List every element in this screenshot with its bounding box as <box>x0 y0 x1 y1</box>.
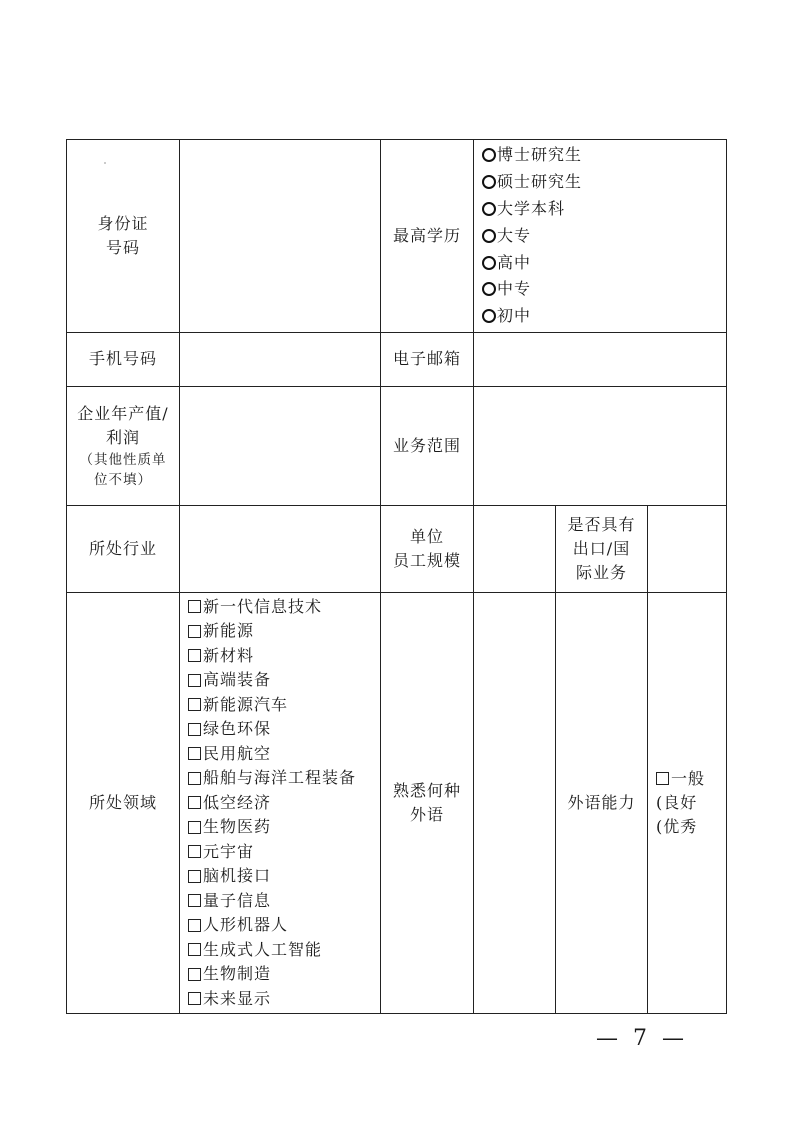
industry-label: 所处行业 <box>67 505 180 592</box>
business-scope-field[interactable] <box>474 386 727 505</box>
domain-option[interactable]: 民用航空 <box>188 742 380 767</box>
checkbox-icon[interactable] <box>188 796 201 809</box>
staff-scale-label-line1: 单位 <box>409 526 444 546</box>
languages-label <box>381 592 474 1014</box>
row-revenue-scope <box>67 386 727 505</box>
radio-icon[interactable] <box>482 229 496 243</box>
checkbox-icon[interactable] <box>188 723 201 736</box>
domain-option[interactable]: 生物医药 <box>188 815 380 840</box>
revenue-label <box>67 386 180 505</box>
staff-scale-label-line2: 员工规模 <box>392 550 461 570</box>
domain-option[interactable]: 生物制造 <box>188 962 380 987</box>
industry-field[interactable] <box>180 505 381 592</box>
checkbox-icon[interactable] <box>188 992 201 1005</box>
domain-option[interactable]: 新能源汽车 <box>188 693 380 718</box>
checkbox-icon[interactable] <box>188 772 201 785</box>
radio-icon[interactable] <box>482 148 496 162</box>
checkbox-icon[interactable] <box>656 772 669 785</box>
radio-icon[interactable] <box>482 175 496 189</box>
registration-form-table <box>66 139 727 1014</box>
language-ability-option[interactable]: (良好 <box>656 792 698 812</box>
phone-label: 手机号码 <box>67 332 180 386</box>
radio-icon[interactable] <box>482 309 496 323</box>
domain-option[interactable]: 新材料 <box>188 644 380 669</box>
education-options <box>474 140 727 333</box>
checkbox-icon[interactable] <box>188 968 201 981</box>
language-ability-option[interactable]: (优秀 <box>656 816 698 836</box>
domain-option[interactable]: 未来显示 <box>188 987 380 1012</box>
revenue-field[interactable] <box>180 386 381 505</box>
row-phone-email <box>67 332 727 386</box>
language-ability-options <box>648 592 727 1014</box>
education-option[interactable]: 高中 <box>482 249 726 276</box>
id-number-label-line1: 身份证 <box>97 213 149 233</box>
domain-options <box>180 592 381 1014</box>
domain-option[interactable]: 人形机器人 <box>188 913 380 938</box>
languages-label-line1: 熟悉何种 <box>392 780 461 800</box>
id-number-label-line2: 号码 <box>105 237 140 257</box>
revenue-label-line2: 利润 <box>105 427 140 447</box>
staff-scale-label <box>381 505 474 592</box>
checkbox-icon[interactable] <box>188 919 201 932</box>
revenue-note-line2: 位不填） <box>94 471 152 488</box>
row-domain-languages <box>67 592 727 1014</box>
revenue-label-line1: 企业年产值/ <box>77 403 169 423</box>
domain-option[interactable]: 高端装备 <box>188 668 380 693</box>
domain-option[interactable]: 绿色环保 <box>188 717 380 742</box>
export-label <box>556 505 648 592</box>
education-option[interactable]: 博士研究生 <box>482 142 726 169</box>
radio-icon[interactable] <box>482 202 496 216</box>
phone-field[interactable] <box>180 332 381 386</box>
checkbox-icon[interactable] <box>188 698 201 711</box>
domain-option[interactable]: 新能源 <box>188 619 380 644</box>
checkbox-icon[interactable] <box>188 821 201 834</box>
checkbox-icon[interactable] <box>188 870 201 883</box>
checkbox-icon[interactable] <box>188 747 201 760</box>
languages-field[interactable] <box>474 592 556 1014</box>
checkbox-icon[interactable] <box>188 625 201 638</box>
domain-label: 所处领域 <box>67 592 180 1014</box>
languages-label-line2: 外语 <box>409 804 444 824</box>
domain-option[interactable]: 量子信息 <box>188 889 380 914</box>
checkbox-icon[interactable] <box>188 943 201 956</box>
language-ability-label: 外语能力 <box>556 592 648 1014</box>
checkbox-icon[interactable] <box>188 674 201 687</box>
checkbox-icon[interactable] <box>188 600 201 613</box>
business-scope-label: 业务范围 <box>381 386 474 505</box>
education-option[interactable]: 大学本科 <box>482 196 726 223</box>
email-field[interactable] <box>474 332 727 386</box>
language-ability-option[interactable]: 一般 <box>656 767 726 791</box>
export-field[interactable] <box>648 505 727 592</box>
radio-icon[interactable] <box>482 282 496 296</box>
domain-option[interactable]: 新一代信息技术 <box>188 595 380 620</box>
radio-icon[interactable] <box>482 256 496 270</box>
checkbox-icon[interactable] <box>188 649 201 662</box>
education-label: 最高学历 <box>381 140 474 333</box>
education-option[interactable]: 硕士研究生 <box>482 169 726 196</box>
page-number: — 7 — <box>596 1026 688 1051</box>
revenue-note-line1: （其他性质单 <box>79 451 167 468</box>
id-number-label <box>67 140 180 333</box>
export-label-line1: 是否具有 <box>567 514 636 534</box>
domain-option[interactable]: 低空经济 <box>188 791 380 816</box>
education-option[interactable]: 中专 <box>482 276 726 303</box>
domain-option[interactable]: 脑机接口 <box>188 864 380 889</box>
row-id-education <box>67 140 727 333</box>
staff-scale-field[interactable] <box>474 505 556 592</box>
export-label-line3: 际业务 <box>575 562 627 582</box>
email-label: 电子邮箱 <box>381 332 474 386</box>
domain-option[interactable]: 船舶与海洋工程装备 <box>188 766 380 791</box>
domain-option[interactable]: 生成式人工智能 <box>188 938 380 963</box>
domain-option[interactable]: 元宇宙 <box>188 840 380 865</box>
education-option[interactable]: 大专 <box>482 222 726 249</box>
row-industry-staff-export <box>67 505 727 592</box>
export-label-line2: 出口/国 <box>572 538 631 558</box>
education-option[interactable]: 初中 <box>482 303 726 330</box>
id-number-field[interactable] <box>180 140 381 333</box>
checkbox-icon[interactable] <box>188 894 201 907</box>
checkbox-icon[interactable] <box>188 845 201 858</box>
